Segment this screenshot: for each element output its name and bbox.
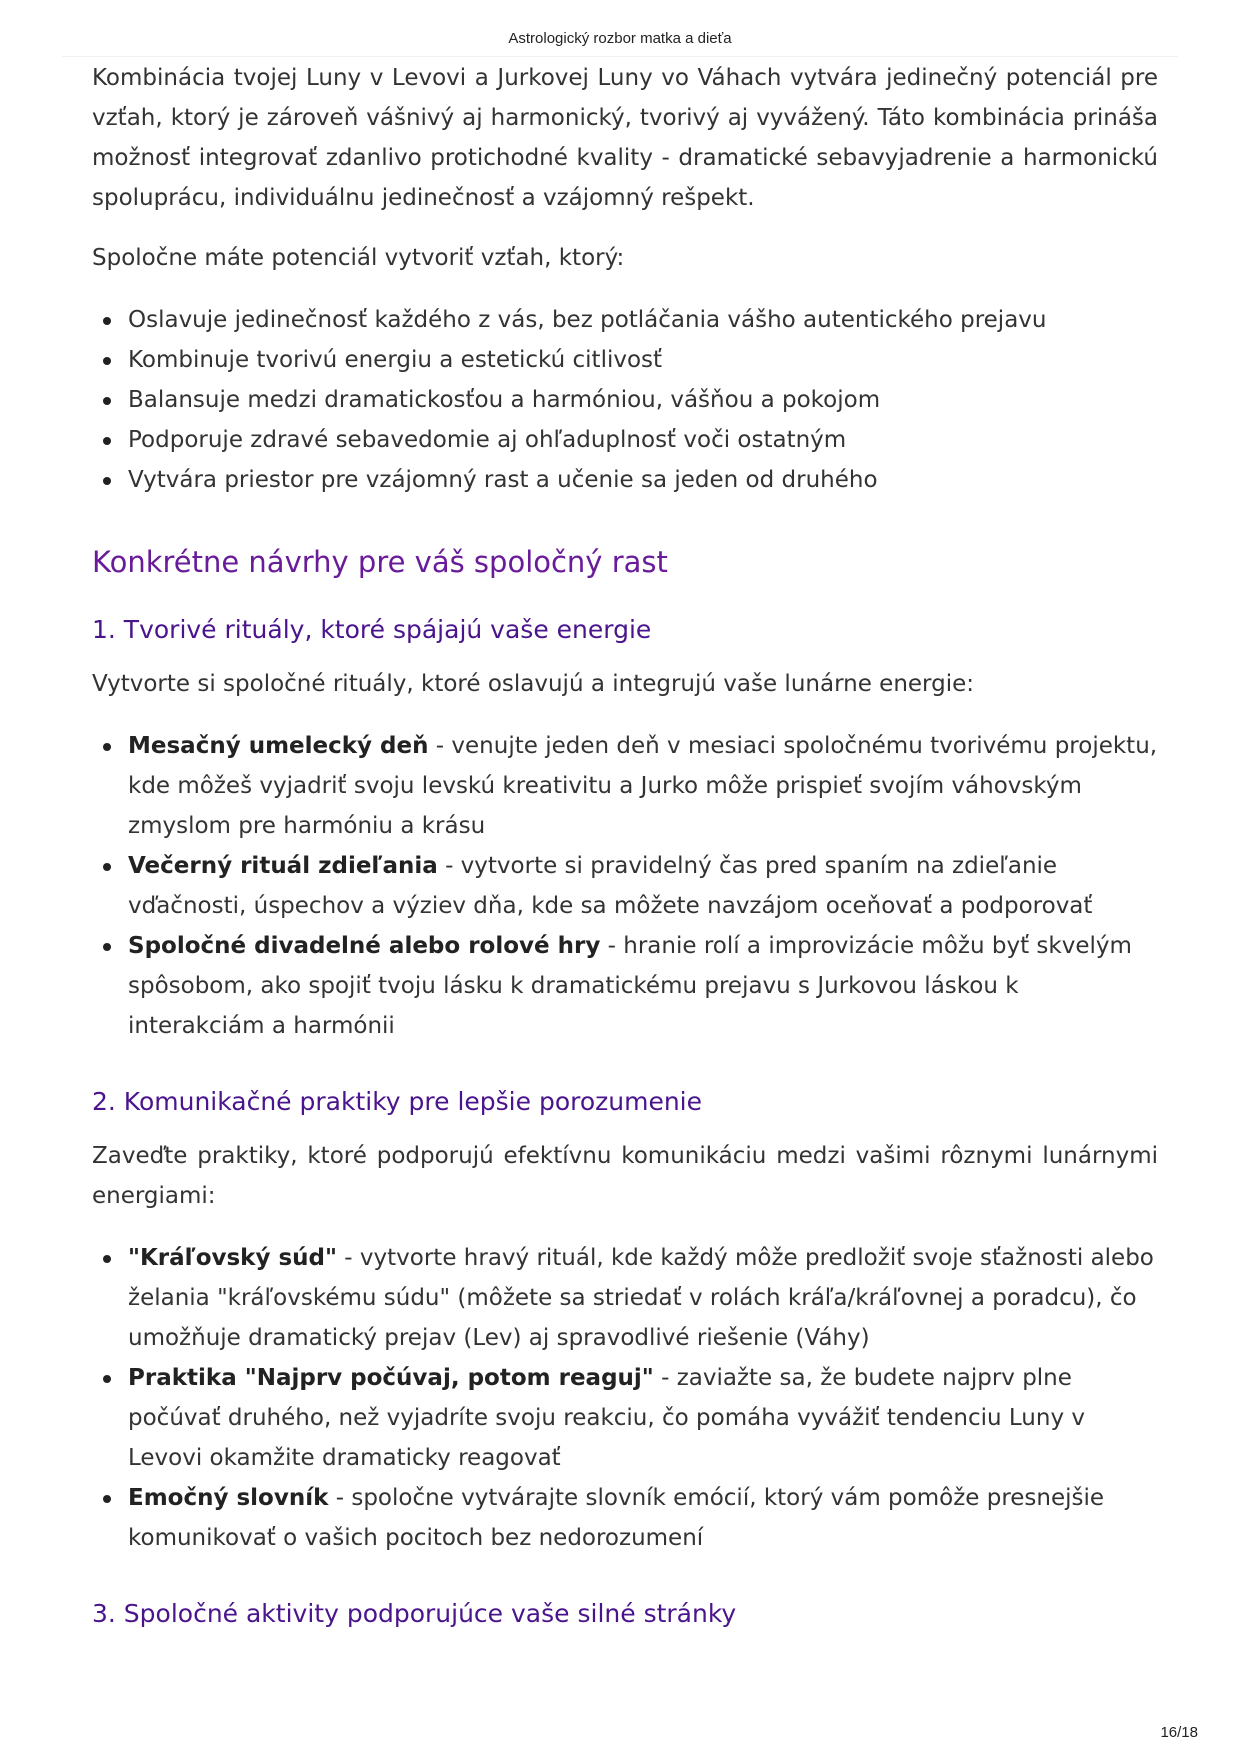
list-item-text: - zaviažte sa, že budete najprv plne počúvať druhého, než vyjadríte svoju reakciu, čo pomáha vyvážiť tendenciu Luny v Levovi okamžite dramaticky reagovať: [128, 1365, 1085, 1471]
list-item: [92, 926, 1158, 1046]
list-item: Balansuje medzi dramatickosťou a harmóniou, vášňou a pokojom: [92, 380, 1158, 420]
intro-bullet-list: [92, 300, 1158, 500]
list-item-text: - venujte jeden deň v mesiaci spoločnému tvorivému projektu, kde môžeš vyjadriť svoju levskú kreativitu a Jurko môže prispieť svojím váhovským zmyslom pre harmóniu a krásu: [128, 733, 1158, 839]
section-heading: Konkrétne návrhy pre váš spoločný rast: [92, 545, 668, 579]
subsection-list-1: [92, 726, 1158, 1046]
list-item: [92, 1358, 1158, 1478]
list-item-text: - vytvorte hravý rituál, kde každý môže predložiť svoje sťažnosti alebo želania "kráľovskému súdu" (môžete sa striedať v rolách kráľa/kráľovnej a poradcu), čo umožňuje dramatický prejav (Lev) aj spravodlivé riešenie (Váhy): [128, 1245, 1154, 1351]
intro-lead: Spoločne máte potenciál vytvoriť vzťah, ktorý:: [92, 245, 625, 271]
list-item: [92, 1238, 1158, 1358]
list-item-text: - hranie rolí a improvizácie môžu byť skvelým spôsobom, ako spojiť tvoju lásku k dramatickému prejavu s Jurkovou láskou k interakciám a harmónii: [128, 933, 1132, 1039]
subsection-lead-2: Zaveďte praktiky, ktoré podporujú efektívnu komunikáciu medzi vašimi rôznymi lunárnymi energiami:: [92, 1143, 1158, 1209]
list-item-term: Večerný rituál zdieľania: [128, 853, 438, 879]
page-number: 16/18: [1160, 1724, 1198, 1741]
list-item: [92, 1478, 1158, 1558]
list-item-text: - spoločne vytvárajte slovník emócií, ktorý vám pomôže presnejšie komunikovať o vašich pocitoch bez nedorozumení: [128, 1485, 1105, 1551]
list-item-term: Praktika "Najprv počúvaj, potom reaguj": [128, 1365, 654, 1391]
list-item: Kombinuje tvorivú energiu a estetickú citlivosť: [92, 340, 1158, 380]
subsection-heading-3: 3. Spoločné aktivity podporujúce vaše silné stránky: [92, 1599, 737, 1628]
list-item: Podporuje zdravé sebavedomie aj ohľaduplnosť voči ostatným: [92, 420, 1158, 460]
running-header: Astrologický rozbor matka a dieťa: [508, 30, 732, 47]
intro-paragraph: Kombinácia tvojej Luny v Levovi a Jurkovej Luny vo Váhach vytvára jedinečný potenciál pre vzťah, ktorý je zároveň vášnivý aj harmonický, tvorivý aj vyvážený. Táto kombinácia prináša možnosť integrovať zdanlivo protichodné kvality - dramatické sebavyjadrenie a harmonickú spoluprácu, individuálnu jedinečnosť a vzájomný rešpekt.: [92, 65, 1158, 211]
list-item-term: Spoločné divadelné alebo rolové hry: [128, 933, 601, 959]
list-item-text: - vytvorte si pravidelný čas pred spaním na zdieľanie vďačnosti, úspechov a výziev dňa, kde sa môžete navzájom oceňovať a podporovať: [128, 853, 1093, 919]
list-item: Oslavuje jedinečnosť každého z vás, bez potláčania vášho autentického prejavu: [92, 300, 1158, 340]
subsection-list-2: [92, 1238, 1158, 1558]
subsection-lead-1: Vytvorte si spoločné rituály, ktoré oslavujú a integrujú vaše lunárne energie:: [92, 671, 974, 697]
list-item: Vytvára priestor pre vzájomný rast a učenie sa jeden od druhého: [92, 460, 1158, 500]
list-item-term: Mesačný umelecký deň: [128, 733, 429, 759]
list-item-term: Emočný slovník: [128, 1485, 329, 1511]
page-content: [92, 58, 1158, 1648]
list-item: [92, 726, 1158, 846]
list-item-term: "Kráľovský súd": [128, 1245, 337, 1271]
subsection-heading-2: 2. Komunikačné praktiky pre lepšie porozumenie: [92, 1087, 703, 1116]
header-divider: [62, 56, 1178, 57]
list-item: [92, 846, 1158, 926]
subsection-heading-1: 1. Tvorivé rituály, ktoré spájajú vaše energie: [92, 615, 652, 644]
